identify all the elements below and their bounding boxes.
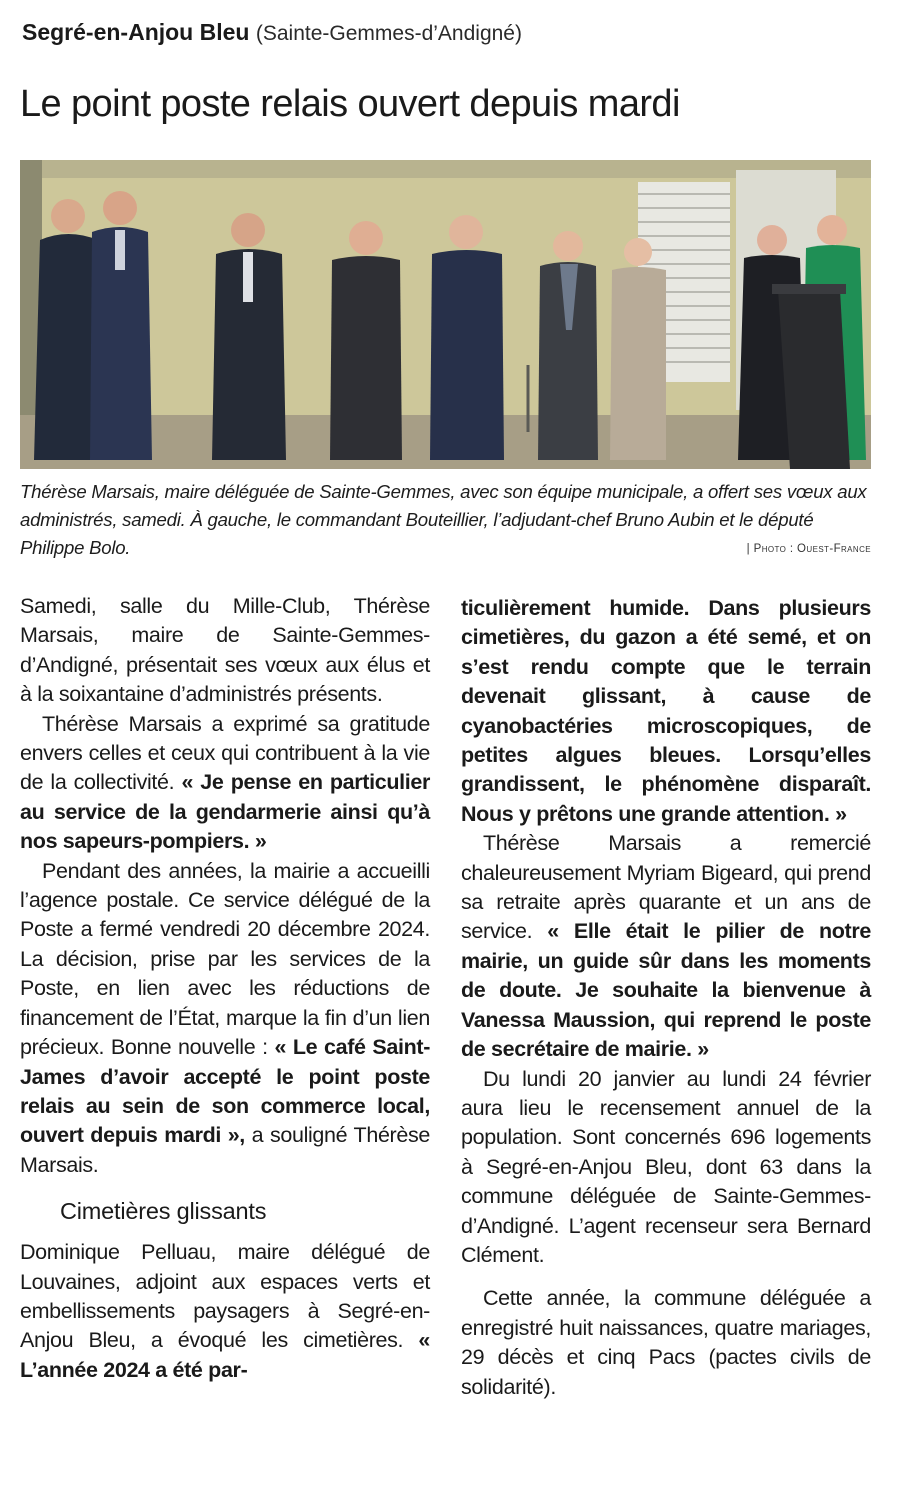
section-subhead: Cimetières glissants: [60, 1198, 267, 1225]
article-column-right: [461, 594, 871, 1402]
location-name: Segré-en-Anjou Bleu: [22, 19, 250, 45]
paragraph-4-quote-end: ticulièrement humide. Dans plusieurs cimetières, du gazon a été semé, et on s’est rendu compte que le terrain devenait glissant, à cause de cyanobactéries microscopiques, de petites algues bleues. Lorsqu’elles grandissent, le phénomène disparaît. Nous y prêtons une grande attention. »: [461, 596, 871, 826]
paragraph-5: [461, 829, 871, 1064]
headline: Le point poste relais ouvert depuis mardi: [20, 83, 680, 125]
paragraph-4-continued: [461, 594, 871, 829]
kicker: [22, 16, 522, 50]
paragraph-1: Samedi, salle du Mille-Club, Thérèse Marsais, maire de Sainte-Gemmes-d’Andigné, présentait ses vœux aux élus et à la soixantaine d’administrés présents.: [20, 594, 430, 707]
paragraph-5-quote: « Elle était le pilier de notre mairie, un guide sûr dans les moments de doute. Je souhaite la bienvenue à Vanessa Maussion, qui reprend le poste de secrétaire de mairie. »: [461, 919, 871, 1062]
paragraph-4-text: Dominique Pelluau, maire délégué de Louvaines, adjoint aux espaces verts et embellissements paysagers à Segré-en-Anjou Bleu, a évoqué les cimetières.: [20, 1240, 430, 1353]
paragraph-3-tail: a souligné Thérèse Marsais.: [20, 1123, 430, 1177]
paragraph-2-text: Thérèse Marsais a exprimé sa gratitude envers celles et ceux qui contribuent à la vie de la collectivité.: [20, 711, 430, 795]
paragraph-3-quote: « Le café Saint-James d’avoir accepté le point poste relais au sein de son commerce local, ouvert depuis mardi »,: [20, 1035, 431, 1148]
article-photo: [20, 160, 871, 469]
article-column-left: [20, 592, 430, 1385]
photo-credit: | Photo : Ouest-France: [746, 543, 871, 555]
sublocation-name: (Sainte-Gemmes-d’Andigné): [255, 22, 522, 45]
paragraph-4-quote-start: « L’année 2024 a été par-: [20, 1328, 430, 1382]
paragraph-7: Cette année, la commune déléguée a enregistré huit naissances, quatre mariages, 29 décès et cinq Pacs (pactes civils de solidarité).: [461, 1286, 871, 1399]
photo-illustration: [20, 160, 871, 469]
paragraph-2: [20, 710, 430, 857]
paragraph-3: [20, 857, 430, 1180]
paragraph-5-text: Thérèse Marsais a remercié chaleureusement Myriam Bigeard, qui prend sa retraite après quarante et un ans de service.: [461, 831, 871, 944]
paragraph-3-text: Pendant des années, la mairie a accueilli l’agence postale. Ce service délégué de la Poste a fermé vendredi 20 décembre 2024. La décision, prise par les services de la Poste, en lien avec les réductions de financement de l’État, marque la fin d’un lien précieux. Bonne nouvelle :: [20, 858, 430, 1060]
paragraph-2-quote: « Je pense en particulier au service de la gendarmerie ainsi qu’à nos sapeurs-pompiers. »: [20, 770, 430, 854]
photo-caption: Thérèse Marsais, maire déléguée de Sainte-Gemmes, avec son équipe municipale, a offert ses vœux aux administrés, samedi. À gauche, le commandant Bouteillier, l’adjudant-chef Bruno Aubin et le député Philippe Bolo.: [20, 481, 867, 558]
paragraph-4: [20, 1238, 430, 1385]
paragraph-6: Du lundi 20 janvier au lundi 24 février aura lieu le recensement annuel de la population. Sont concernés 696 logements à Segré-en-Anjou Bleu, dont 63 dans la commune déléguée de Sainte-Gemmes-d’Andigné. L’agent recenseur sera Bernard Clément.: [461, 1066, 871, 1267]
